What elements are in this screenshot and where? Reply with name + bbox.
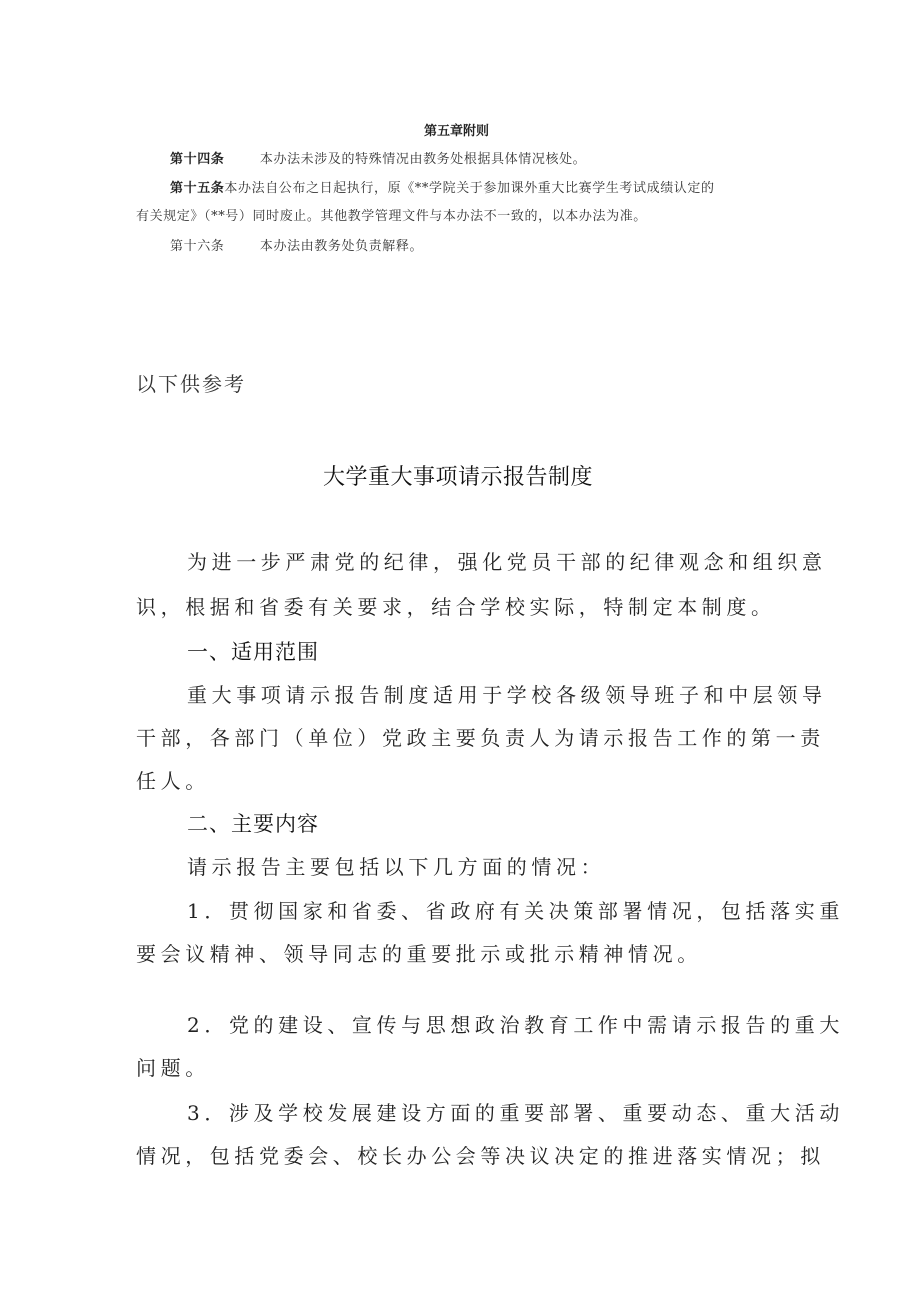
intro-line1: 为进一步严肃党的纪律，强化党员干部的纪律观念和组织意 xyxy=(187,550,827,574)
chapter5-heading: 第五章附则 xyxy=(424,124,490,139)
article-14-text: 本办法未涉及的特殊情况由教务处根据具体情况核处。 xyxy=(259,152,587,167)
item2-line2: 问题。 xyxy=(136,1056,210,1080)
section1-line3: 任人。 xyxy=(136,769,210,793)
intro-line2: 识，根据和省委有关要求，结合学校实际，特制定本制度。 xyxy=(136,595,776,619)
item1-line2: 要会议精神、领导同志的重要批示或批示精神情况。 xyxy=(136,942,702,966)
article-14 xyxy=(170,148,586,167)
article-16-label: 第十六条 xyxy=(170,239,225,254)
article-15-text-line1: 本办法自公布之日起执行，原《**学院关于参加课外重大比赛学生考试成绩认定的 xyxy=(224,181,715,196)
section2-intro: 请示报告主要包括以下几方面的情况： xyxy=(187,855,606,879)
document-title: 大学重大事项请示报告制度 xyxy=(323,465,594,490)
item3-line1: 3．涉及学校发展建设方面的重要部署、重要动态、重大活动 xyxy=(187,1101,844,1125)
section1-line1: 重大事项请示报告制度适用于学校各级领导班子和中层领导 xyxy=(187,683,827,707)
article-16 xyxy=(170,235,423,254)
item2-line1: 2．党的建设、宣传与思想政治教育工作中需请示报告的重大 xyxy=(187,1013,844,1037)
article-15 xyxy=(170,177,715,196)
section2-heading: 二、主要内容 xyxy=(187,812,319,836)
article-15-label: 第十五条 xyxy=(170,181,225,196)
reference-note: 以下供参考 xyxy=(136,372,246,396)
article-14-label: 第十四条 xyxy=(170,152,225,167)
item3-line2: 情况，包括党委会、校长办公会等决议决定的推进落实情况；拟 xyxy=(136,1144,825,1168)
section1-line2: 干部，各部门（单位）党政主要负责人为请示报告工作的第一责 xyxy=(136,726,825,750)
section1-heading: 一、适用范围 xyxy=(187,640,319,664)
item1-line1: 1．贯彻国家和省委、省政府有关决策部署情况，包括落实重 xyxy=(187,899,844,923)
article-16-text: 本办法由教务处负责解释。 xyxy=(259,239,424,254)
article-15-text-line2: 有关规定》（**号）同时废止。其他教学管理文件与本办法不一致的，以本办法为准。 xyxy=(136,209,647,224)
